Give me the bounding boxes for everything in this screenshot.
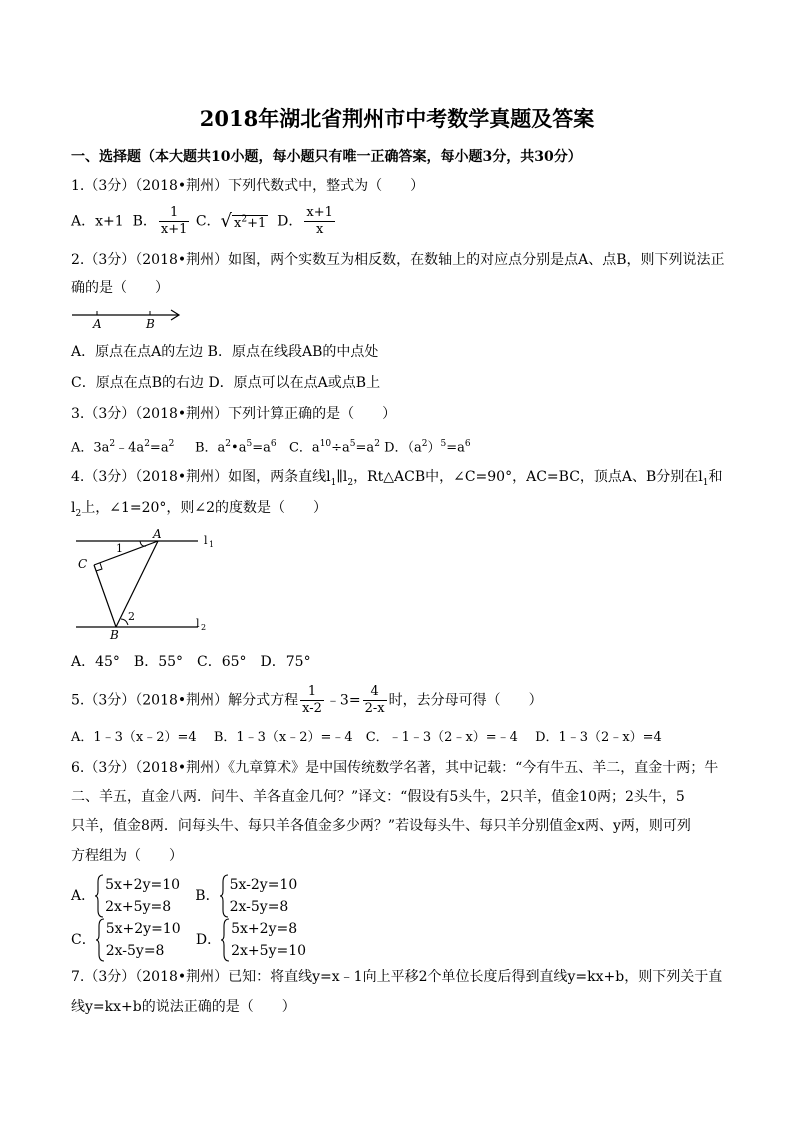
q4-stem-part1: 4.（3分）（2018•荆州）如图，两条直线l: [71, 469, 331, 485]
q4-stem2-l: l: [71, 500, 76, 516]
q5-fraction-2: [363, 684, 387, 717]
q1-option-c-sqrt: [221, 209, 269, 233]
q3-b-base: B．a: [194, 440, 226, 456]
number-line-figure: [68, 305, 188, 331]
vertex-c-label: C: [78, 557, 88, 571]
q6-a-eq1: 5x+2y=10: [105, 877, 181, 893]
q5-options: A．1﹣3（x﹣2）=4 B．1﹣3（x﹣2）=﹣4 C．﹣1﹣3（2﹣x）=﹣4 D．1﹣3（2﹣x）=4: [71, 730, 662, 745]
q2-stem-line1: 2.（3分）（2018•荆州）如图，两个实数互为相反数，在数轴上的对应点分别是点A、点B，则下列说法正: [71, 252, 725, 268]
q1-c-radicand: x: [234, 215, 242, 231]
q6-line4: 方程组为（ ）: [71, 848, 183, 864]
q3-c-exp3: 2: [374, 439, 380, 449]
q3-b-exp2: 5: [246, 439, 253, 449]
q6-c-eq2: 2x-5y=8: [105, 943, 165, 959]
q5-f1-numerator: 1: [300, 684, 324, 701]
q5-fraction-1: [300, 684, 324, 717]
brace-icon: [221, 918, 230, 962]
q6-line3: 只羊，值金8两．问每头牛、每只羊各值金多少两？”若设每头牛、每只羊分别值金x两、y两，则可列: [71, 818, 691, 834]
q6-option-b-system: [220, 874, 298, 918]
q1-d-denominator: x: [315, 222, 324, 237]
q6-option-d-system: [221, 918, 306, 962]
brace-icon: [220, 874, 229, 918]
q3-options: [71, 434, 471, 458]
q1-b-denominator: x+1: [160, 222, 188, 237]
side-cb: [94, 565, 116, 627]
q6-option-a-label: A．: [71, 888, 96, 904]
line-l1-sub: 1: [209, 540, 215, 549]
q5-stem-post: 时，去分母可得（ ）: [388, 692, 543, 709]
q1-c-radicand-tail: +1: [247, 215, 267, 231]
angle-1-label: 1: [116, 542, 123, 555]
q4-sub-1a: 1: [330, 477, 337, 488]
q6-line2: 二、羊五，直金八两．问牛、羊各直金几何？”译文：“假设有5头牛，2只羊，值金10两；2头牛，5: [71, 789, 685, 805]
q1-option-a: A．x+1: [71, 213, 124, 230]
q4-stem-part2: ∥l: [336, 469, 348, 485]
q6-b-eq2: 2x-5y=8: [229, 899, 289, 915]
q6-option-a-system: [95, 874, 180, 918]
q3-stem: 3.（3分）（2018•荆州）下列计算正确的是（ ）: [71, 406, 397, 422]
line-l1-label: l: [204, 534, 208, 547]
q3-d-exp1: 2: [421, 439, 428, 449]
line-l2-label: l: [196, 617, 200, 630]
q1-options: [71, 205, 337, 238]
line-l2-sub: 2: [201, 623, 207, 632]
q5-f1-denominator: x-2: [302, 701, 322, 716]
q1-option-b-fraction: [159, 205, 190, 238]
q2-options-row2: C．原点在点B的右边 D．原点可以在点A或点B上: [71, 375, 381, 391]
q1-stem: 1.（3分）（2018•荆州）下列代数式中，整式为（ ）: [71, 178, 425, 194]
q6-option-b-label: B．: [195, 888, 220, 904]
q5-stem-pre: 5.（3分）（2018•荆州）解分式方程: [71, 692, 299, 709]
q1-option-c-label: C．: [195, 213, 221, 230]
q3-d-mid: ）: [427, 440, 441, 456]
q3-d-exp3: 6: [464, 439, 471, 449]
q1-b-numerator: 1: [159, 205, 190, 222]
q5-f2-numerator: 4: [363, 684, 387, 701]
angle-2-arc-icon: [121, 619, 128, 625]
q6-options-row2: [71, 918, 306, 962]
q6-option-d-label: D．: [195, 932, 222, 948]
q6-options-row1: [71, 874, 297, 918]
q7-line2: 线y=kx+b的说法正确的是（ ）: [71, 999, 296, 1015]
q3-b-exp3: 6: [270, 439, 277, 449]
q2-stem-line2: 确的是（ ）: [71, 280, 169, 296]
q3-c-exp1: 10: [319, 439, 332, 449]
q3-d-eq: =a: [446, 440, 465, 456]
q3-a-eq: =a: [149, 440, 169, 456]
q3-a-exp1: 2: [109, 439, 116, 449]
q6-b-eq1: 5x-2y=10: [229, 877, 298, 893]
angle-2-label: 2: [128, 610, 135, 623]
q2-options-row1: A．原点在点A的左边 B．原点在线段AB的中点处: [71, 344, 379, 360]
q3-c-mid: ÷a: [331, 440, 350, 456]
q1-d-numerator: x+1: [306, 205, 333, 220]
q6-line1: 6.（3分）（2018•荆州）《九章算术》是中国传统数学名著，其中记载：“今有牛五、羊二，直金十两；牛: [71, 760, 719, 776]
q3-d-base: D．（a: [384, 440, 422, 456]
q4-stem-line2: [71, 498, 327, 524]
q5-stem-mid: ﹣3=: [325, 692, 361, 709]
page-title: 2018年湖北省荆州市中考数学真题及答案: [199, 106, 595, 131]
q4-stem-part3: ，Rt△ACB中，∠C=90°，AC=BC，顶点A、B分别在l: [353, 469, 703, 485]
q6-a-eq2: 2x+5y=8: [105, 899, 172, 915]
q4-sub-2b: 2: [75, 508, 82, 519]
section-heading: 一、选择题（本大题共10小题，每小题只有唯一正确答案，每小题3分，共30分）: [71, 149, 582, 165]
q6-option-c-system: [96, 918, 181, 962]
q1-option-b-label: B．: [132, 213, 157, 230]
q4-stem-part4: 和: [708, 469, 723, 485]
point-a-label: A: [93, 317, 102, 331]
q3-a-mid: ﹣4a: [115, 440, 145, 456]
q6-option-c-label: C．: [71, 932, 96, 948]
q3-a-exp2: 2: [144, 439, 150, 449]
q3-a-base: A．3a: [71, 440, 110, 456]
q6-d-eq2: 2x+5y=10: [231, 943, 307, 959]
q3-a-exp3: 2: [168, 439, 175, 449]
radical-sign-icon: √: [220, 210, 233, 232]
q4-options: A．45° B．55° C．65° D．75°: [71, 654, 311, 670]
q1-c-exponent: 2: [241, 214, 248, 225]
q3-b-mid: •a: [231, 440, 247, 456]
point-b-label: B: [146, 317, 155, 331]
q3-b-exp1: 2: [225, 439, 232, 449]
brace-icon: [96, 918, 105, 962]
q5-f2-denominator: 2-x: [364, 701, 385, 716]
q4-sub-2a: 2: [347, 477, 354, 488]
q3-d-exp2: 5: [440, 439, 447, 449]
vertex-b-label: B: [110, 628, 119, 642]
q3-b-eq: =a: [252, 440, 271, 456]
q6-d-eq1: 5x+2y=8: [231, 921, 298, 937]
q4-stem2-rest: 上，∠1=20°，则∠2的度数是（ ）: [81, 500, 328, 516]
q7-line1: 7.（3分）（2018•荆州）已知：将直线y=x﹣1向上平移2个单位长度后得到直线y=kx+b，则下列关于直: [71, 969, 723, 985]
vertex-a-label: A: [153, 527, 162, 541]
q3-c-exp2: 5: [349, 439, 356, 449]
triangle-figure: [70, 527, 220, 643]
brace-icon: [95, 874, 104, 918]
q5-stem: [71, 684, 543, 717]
q1-option-d-fraction: [304, 205, 335, 238]
q6-c-eq1: 5x+2y=10: [105, 921, 181, 937]
q4-stem-line1: [71, 467, 723, 493]
q4-sub-1b: 1: [702, 477, 709, 488]
q1-option-d-label: D．: [277, 213, 303, 230]
q3-c-eq: =a: [355, 440, 375, 456]
q3-c-base: C．a: [288, 440, 320, 456]
